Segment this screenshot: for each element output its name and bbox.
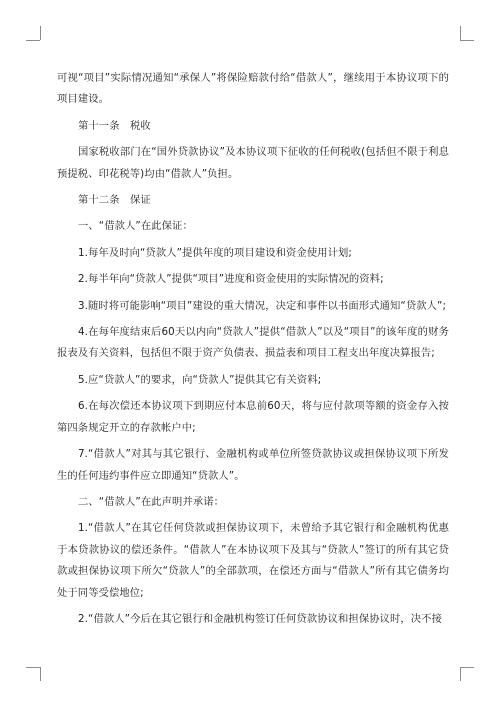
section-1-heading: 一、“借款人”在此保证：: [78, 220, 193, 233]
warranty-item-1: 1.每年及时向“贷款人”提供年度的项目建设和资金使用计划;: [78, 246, 352, 259]
warranty-item-7: 7.“借款人”对其与其它银行、金融机构或单位所签贷款协议或担保协议项下所发生的任何违约事件应立即通知“贷款人”。: [57, 448, 449, 482]
warranty-item-4: 4.在每年度结束后60天以内向“贷款人”提供“借款人”以及“项目”的该年度的财务报表及有关资料，包括但不限于资产负债表、损益表和项目工程支出年度决算报告;: [57, 326, 449, 360]
article-11-heading: 第十一条 税收: [78, 119, 151, 132]
section-2-heading: 二、“借款人”在此声明并承诺：: [78, 495, 225, 508]
paragraph-continuation: 可视“项目”实际情况通知“承保人”将保险赔款付给“借款人”，继续用于本协议项下的项目建设。: [57, 72, 449, 106]
crop-mark-top-right-vertical: [460, 26, 461, 40]
crop-mark-top-right-horizontal: [460, 40, 474, 41]
warranty-item-6: 6.在每次偿还本协议项下到期应付本息前60天，将与应付款项等额的资金存入按第四条规定开立的存款帐户中;: [57, 400, 449, 434]
crop-mark-top-left-horizontal: [26, 40, 40, 41]
undertaking-item-1: 1.“借款人”在其它任何贷款或担保协议项下，未曾给予其它银行和金融机构优惠于本贷款协议的偿还条件。“借款人”在本协议项下及其与“贷款人”签订的所有其它贷款或担保协议项下所欠“贷款人”的全部款项，在偿还方面与“借款人”所有其它债务均处于同等受偿地位;: [57, 522, 449, 599]
warranty-item-2: 2.每半年向“贷款人”提供“项目”进度和资金使用的实际情况的资料;: [78, 273, 384, 286]
crop-mark-bottom-right-vertical: [460, 667, 461, 681]
warranty-item-3: 3.随时将可能影响“项目”建设的重大情况，决定和事件以书面形式通知“贷款人”;: [78, 299, 447, 312]
article-12-heading: 第十二条 保证: [78, 194, 151, 207]
undertaking-item-2: 2.“借款人”今后在其它银行和金融机构签订任何贷款协议和担保协议时，决不接: [78, 612, 442, 625]
warranty-item-5: 5.应“贷款人”的要求，向“贷款人”提供其它有关资料;: [78, 373, 322, 386]
crop-mark-bottom-left-horizontal: [26, 667, 40, 668]
crop-mark-bottom-left-vertical: [40, 667, 41, 681]
crop-mark-bottom-right-horizontal: [460, 667, 474, 668]
article-11-text: 国家税收部门在“国外贷款协议”及本协议项下征收的任何税收(包括但不限于利息预提税、印花税等)均由“借款人”负担。: [57, 146, 449, 180]
document-body: [57, 68, 449, 630]
crop-mark-top-left-vertical: [40, 26, 41, 40]
